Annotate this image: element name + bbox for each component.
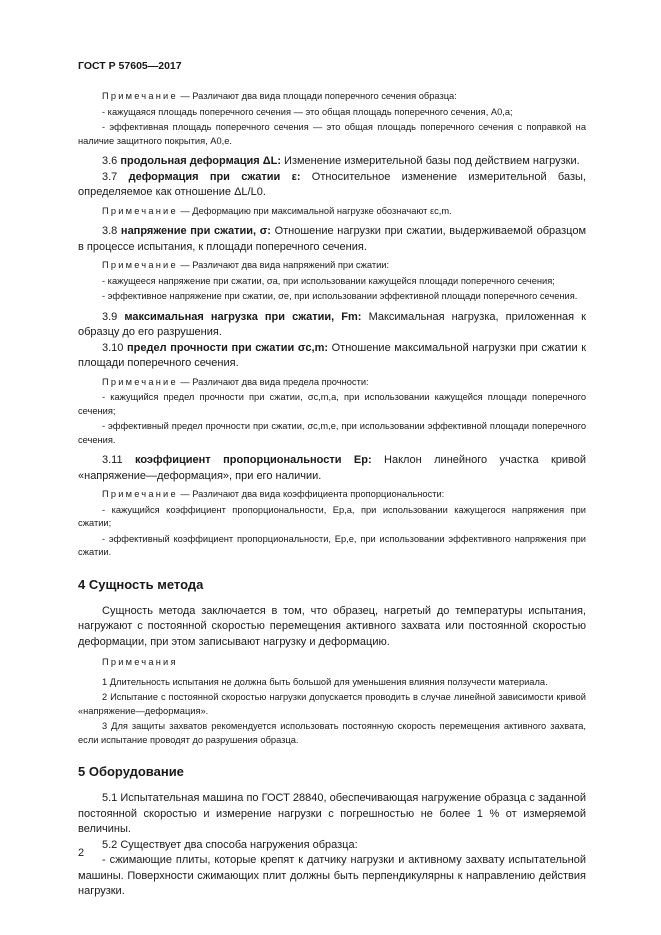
section-4-paragraph: Сущность метода заключается в том, что образец, нагретый до температуры испытания, нагружают с постоянной скоростью перемещения активного захвата или постоянной скоростью деформации, при этом записывают нагрузку и деформацию. (78, 604, 586, 648)
note-coefficient: Примечание — Различают два вида коэффициента пропорциональности: (102, 489, 445, 499)
note-item: - эффективный предел прочности при сжатии, σc,m,e, при использовании эффективной площади поперечного сечения. (78, 421, 586, 445)
term-name: коэффициент пропорциональности Ep: (135, 454, 372, 466)
section-5-title: 5 Оборудование (78, 764, 184, 779)
term-name: максимальная нагрузка при сжатии, Fm: (124, 310, 362, 323)
equipment-paragraph: 5.1 Испытательная машина по ГОСТ 28840, обеспечивающая нагружение образца с заданной постоянной скоростью и измерение нагрузки с погрешностью не более 1 % от измеряемой величины. (78, 792, 586, 835)
note-item: - эффективная площадь поперечного сечения — это общая площадь поперечного сечения с поправкой на наличие защитного покрытия, A0,e. (78, 122, 586, 146)
note-strain: Примечание — Деформацию при максимальной нагрузке обозначают εc,m. (102, 205, 452, 216)
term-name: напряжение при сжатии, σ: (120, 225, 271, 237)
section-4-title: 4 Сущность метода (78, 576, 204, 592)
term-3-10: 3.10 предел прочности при сжатии σc,m: Отношение максимальной нагрузки при сжатии к площади поперечного сечения. (78, 341, 587, 369)
term-name: деформация при сжатии ε: (128, 170, 301, 183)
equipment-paragraph: 5.2 Существует два способа нагружения образца: (102, 838, 358, 851)
note-item: - кажущийся коэффициент пропорциональности, Ep,a, при использовании кажущегося напряжения при сжатии; (78, 504, 586, 528)
page-number: 2 (78, 847, 85, 859)
method-note: 1 Длительность испытания не должна быть большой для уменьшения влияния ползучести материала. (102, 676, 548, 687)
term-3-9: 3.9 максимальная нагрузка при сжатии, Fm: Максимальная нагрузка, приложенная к образцу до его разрушения. (78, 310, 586, 338)
term-3-6: 3.6 продольная деформация ΔL: Изменение измерительной базы под действием нагрузки. (102, 155, 580, 167)
note-strength: Примечание — Различают два вида предела прочности: (102, 376, 369, 387)
term-3-11: 3.11 коэффициент пропорциональности Ep: Наклон линейного участка кривой «напряжение—деформация», при его наличии. (78, 454, 587, 482)
note-item: - кажущаяся площадь поперечного сечения — это общая площадь поперечного сечения, A0,a; (102, 106, 513, 117)
term-name: предел прочности при сжатии σc,m: (127, 341, 329, 354)
page-content (78, 90, 586, 900)
method-note: 3 Для защиты захватов рекомендуется использовать постоянную скорость перемещения активного захвата, если испытание проводят до разрушения образца. (78, 721, 586, 745)
method-note: 2 Испытание с постоянной скоростью нагрузки допускается проводить в случае линейной зависимости кривой «напряжение—деформация». (78, 692, 586, 716)
note-item: - кажущееся напряжение при сжатии, σa, при использовании кажущейся площади поперечного сечения; (102, 275, 555, 286)
note-stress: Примечание — Различают два вида напряжений при сжатии: (102, 260, 390, 270)
note-area: Примечание — Различают два вида площади поперечного сечения образца: (102, 91, 457, 101)
note-item: - эффективный коэффициент пропорциональности, Ep,e, при использовании эффективного напряжения при сжатии. (78, 533, 586, 557)
term-name: продольная деформация ΔL: (120, 155, 281, 167)
notes-heading: Примечания (102, 657, 178, 667)
equipment-paragraph: - сжимающие плиты, которые крепят к датчику нагрузки и активному захвату испытательной машины. Поверхности сжимающих плит должны быть перпендикулярны к направлению действия нагрузки. (78, 854, 586, 897)
term-3-7: 3.7 деформация при сжатии ε: Относительное изменение измерительной базы, определяемое как отношение ΔL/L0. (78, 170, 586, 198)
note-item: - эффективное напряжение при сжатии, σe, при использовании эффективной площади поперечного сечения. (102, 291, 578, 301)
standard-header: ГОСТ Р 57605—2017 (78, 60, 182, 72)
term-3-8: 3.8 напряжение при сжатии, σ: Отношение нагрузки при сжатии, выдерживаемой образцом в процессе испытания, к площади поперечного сечения. (78, 225, 587, 253)
note-item: - кажущийся предел прочности при сжатии, σc,m,a, при использовании кажущейся площади поперечного сечения; (78, 392, 586, 416)
